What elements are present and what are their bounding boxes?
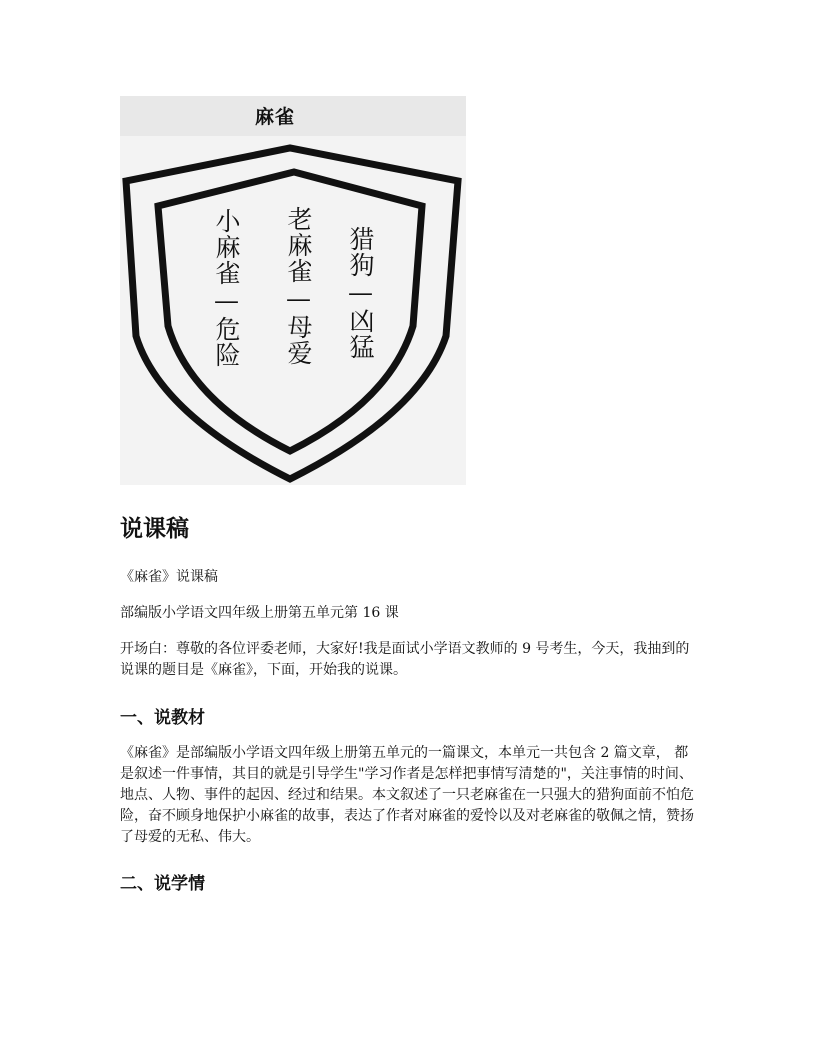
- diagram-column-hound: 猎狗—凶猛: [346, 226, 375, 360]
- diagram-title: 麻雀: [254, 106, 295, 128]
- section-heading-student-analysis: 二、说学情: [120, 874, 205, 894]
- document-heading: 说课稿: [120, 516, 189, 542]
- board-diagram: [120, 96, 466, 485]
- paragraph-textbook-info: 部编版小学语文四年级上册第五单元第 16 课: [120, 605, 399, 621]
- section-heading-teaching-material: 一、说教材: [120, 708, 205, 728]
- paragraph-title-line: 《麻雀》说课稿: [120, 569, 218, 585]
- paragraph-opening: 开场白：尊敬的各位评委老师，大家好!我是面试小学语文教师的 9 号考生，今天，我抽到的说课的题目是《麻雀》，下面，开始我的说课。: [120, 641, 690, 678]
- diagram-column-old-sparrow: 老麻雀—母爱: [284, 206, 313, 366]
- section-text-teaching-material: 《麻雀》是部编版小学语文四年级上册第五单元的一篇课文，本单元一共包含 2 篇文章， 都是叙述一件事情，其目的就是引导学生"学习作者是怎样把事情写清楚的"，关注事情的时间、地点、人物、事件的起因、经过和结果。本文叙述了一只老麻雀在一只强大的猎狗面前不怕危险，奋不顾身地保护小麻雀的故事，表达了作者对麻雀的爱怜以及对老麻雀的敬佩之情，赞扬了母爱的无私、伟大。: [120, 745, 694, 845]
- diagram-column-small-sparrow: 小麻雀—危险: [212, 208, 241, 368]
